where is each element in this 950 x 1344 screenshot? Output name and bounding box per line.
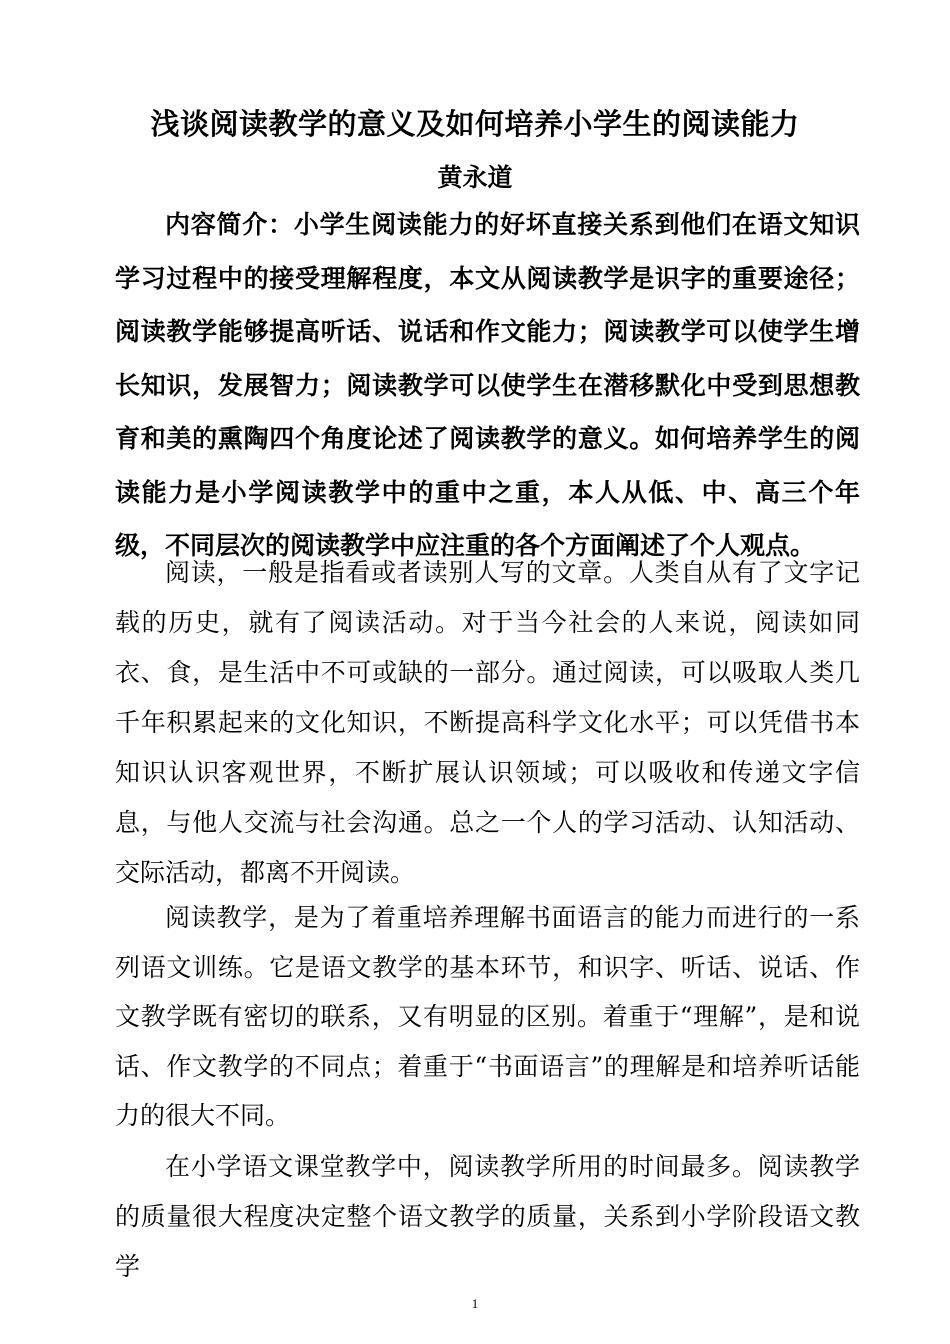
- page-number: 1: [471, 1296, 479, 1311]
- abstract-paragraph: 内容简介：小学生阅读能力的好坏直接关系到他们在语文知识学习过程中的接受理解程度，本文从阅读教学是识字的重要途径；阅读教学能够提高听话、说话和作文能力；阅读教学可以使学生增长知识，发展智力；阅读教学可以使学生在潜移默化中受到思想教育和美的熏陶四个角度论述了阅读教学的意义。如何培养学生的阅读能力是小学阅读教学中的重中之重，本人从低、中、高三个年级，不同层次的阅读教学中应注重的各个方面阐述了个人观点。: [115, 210, 860, 560]
- body-paragraph-1-block: [115, 548, 860, 898]
- author-name: 黄永道: [437, 163, 513, 192]
- body-paragraph: 阅读，一般是指看或者读别人写的文章。人类自从有了文字记载的历史，就有了阅读活动。对于当今社会的人来说，阅读如同衣、食，是生活中不可或缺的一部分。通过阅读，可以吸取人类几千年积累起来的文化知识，不断提高科学文化水平；可以凭借书本知识认识客观世界，不断扩展认识领域；可以吸收和传递文字信息，与他人交流与社会沟通。总之一个人的学习活动、认知活动、交际活动，都离不开阅读。: [115, 558, 860, 887]
- document-title: 浅谈阅读教学的意义及如何培养小学生的阅读能力: [150, 107, 800, 141]
- body-paragraph-3-block: [115, 1142, 860, 1292]
- body-paragraph: 阅读教学，是为了着重培养理解书面语言的能力而进行的一系列语文训练。它是语文教学的基本环节，和识字、听话、说话、作文教学既有密切的联系，又有明显的区别。着重于“理解”，是和说话、作文教学的不同点；着重于“书面语言”的理解是和培养听话能力的很大不同。: [115, 903, 860, 1130]
- body-paragraph-2-block: [115, 893, 860, 1141]
- body-paragraph: 在小学语文课堂教学中，阅读教学所用的时间最多。阅读教学的质量很大程度决定整个语文教学的质量，关系到小学阶段语文教学: [115, 1152, 860, 1281]
- abstract-block: [115, 198, 860, 573]
